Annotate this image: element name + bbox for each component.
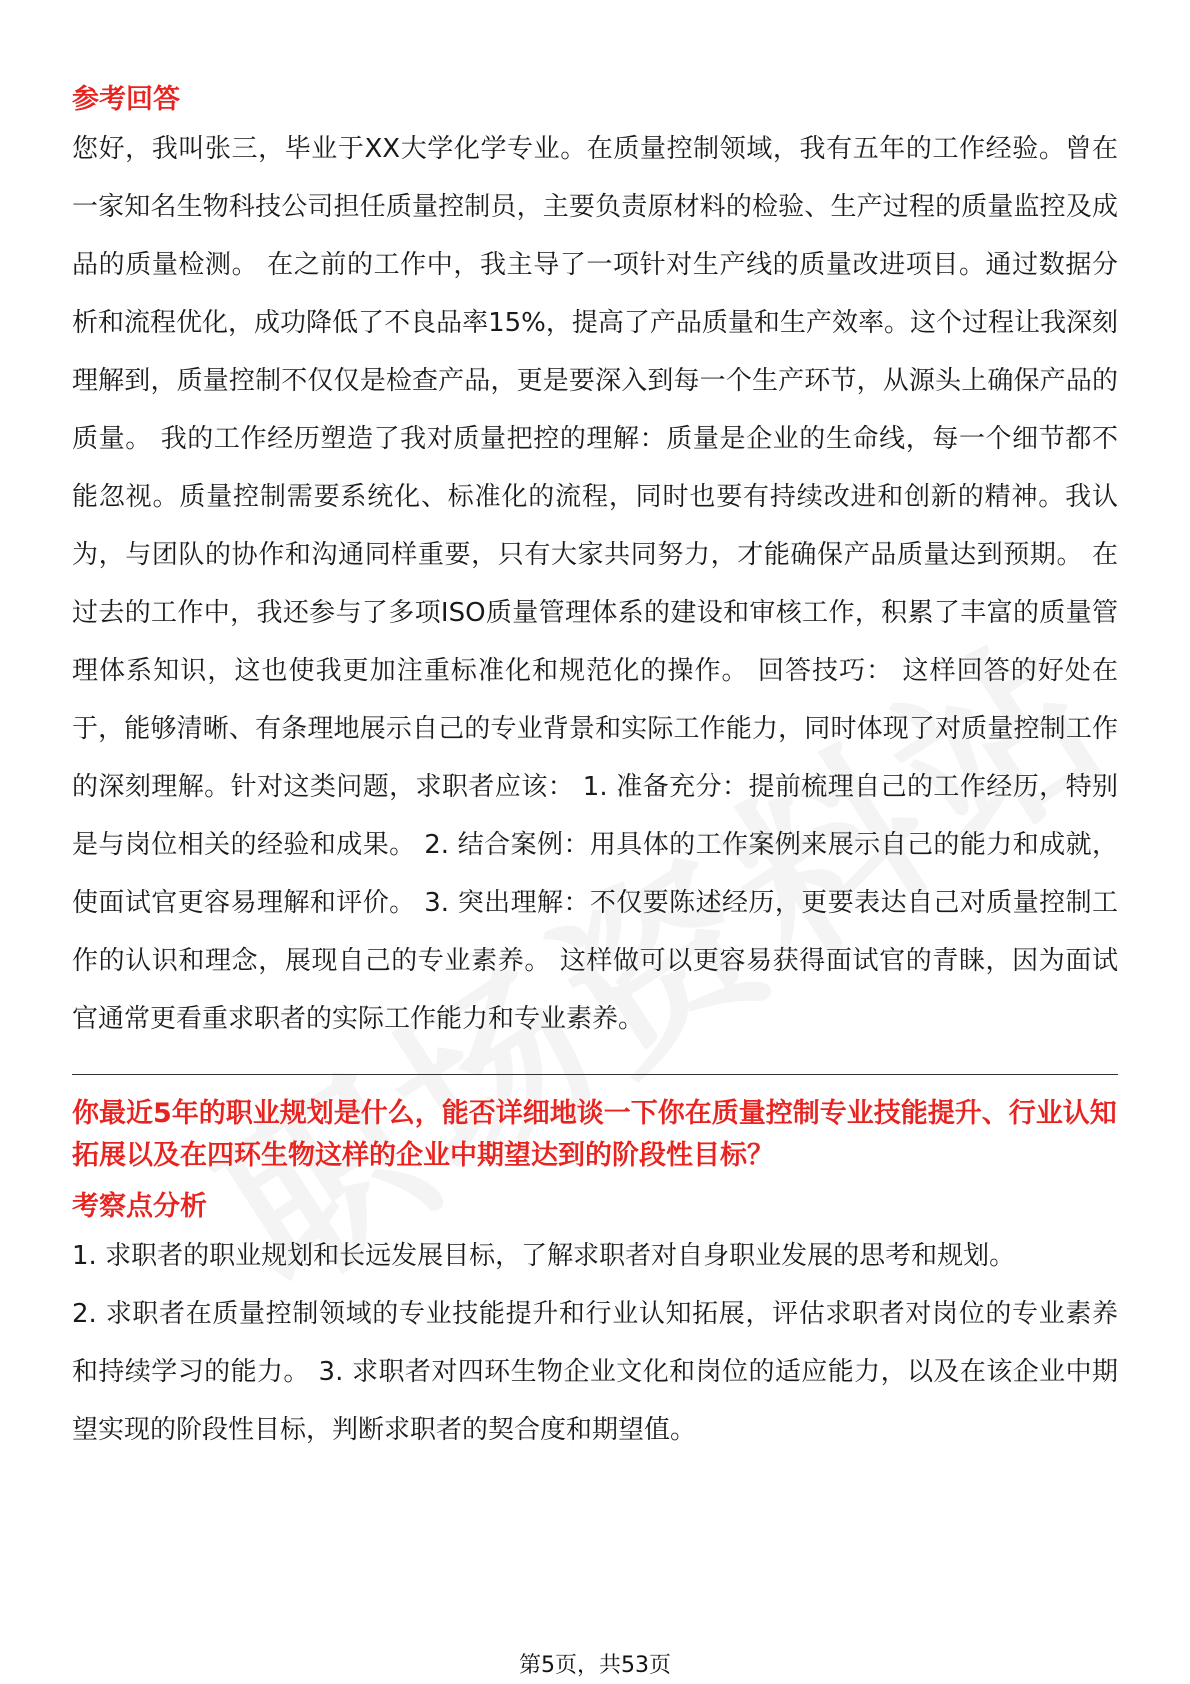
question-text: 你最近5年的职业规划是什么，能否详细地谈一下你在质量控制专业技能提升、行业认知拓展以及在四环生物这样的企业中期望达到的阶段性目标？ bbox=[72, 1098, 1117, 1171]
answer-heading: 参考回答 bbox=[72, 84, 180, 115]
section-divider bbox=[72, 1074, 1118, 1075]
analysis-line-1: 1. 求职者的职业规划和长远发展目标，了解求职者对自身职业发展的思考和规划。 bbox=[72, 1241, 1016, 1271]
answer-text: 您好，我叫张三，毕业于XX大学化学专业。在质量控制领域，我有五年的工作经验。曾在一家知名生物科技公司担任质量控制员，主要负责原材料的检验、生产过程的质量监控及成品的质量检测。 在之前的工作中，我主导了一项针对生产线的质量改进项目。通过数据分析和流程优化，成功降低了不良品率15%，提高了产品质量和生产效率。这个过程让我深刻理解到，质量控制不仅仅是检查产品，更是要深入到每一个生产环节，从源头上确保产品的质量。 我的工作经历塑造了我对质量把控的理解：质量是企业的生命线，每一个细节都不能忽视。质量控制需要系统化、标准化的流程，同时也要有持续改进和创新的精神。我认为，与团队的协作和沟通同样重要，只有大家共同努力，才能确保产品质量达到预期。 在过去的工作中，我还参与了多项ISO质量管理体系的建设和审核工作，积累了丰富的质量管理体系知识，这也使我更加注重标准化和规范化的操作。 回答技巧： 这样回答的好处在于，能够清晰、有条理地展示自己的专业背景和实际工作能力，同时体现了对质量控制工作的深刻理解。针对这类问题，求职者应该： 1. 准备充分：提前梳理自己的工作经历，特别是与岗位相关的经验和成果。 2. 结合案例：用具体的工作案例来展示自己的能力和成就，使面试官更容易理解和评价。 3. 突出理解：不仅要陈述经历，更要表达自己对质量控制工作的认识和理念，展现自己的专业素养。 这样做可以更容易获得面试官的青睐，因为面试官通常更看重求职者的实际工作能力和专业素养。 bbox=[72, 134, 1118, 1034]
analysis-heading: 考察点分析 bbox=[72, 1191, 207, 1222]
analysis-line-2: 2. 求职者在质量控制领域的专业技能提升和行业认知拓展，评估求职者对岗位的专业素养和持续学习的能力。 3. 求职者对四环生物企业文化和岗位的适应能力，以及在该企业中期望实现的阶段性目标，判断求职者的契合度和期望值。 bbox=[72, 1299, 1118, 1445]
page-content bbox=[72, 80, 1118, 1459]
page-footer: 第5页，共53页 bbox=[519, 1653, 671, 1678]
